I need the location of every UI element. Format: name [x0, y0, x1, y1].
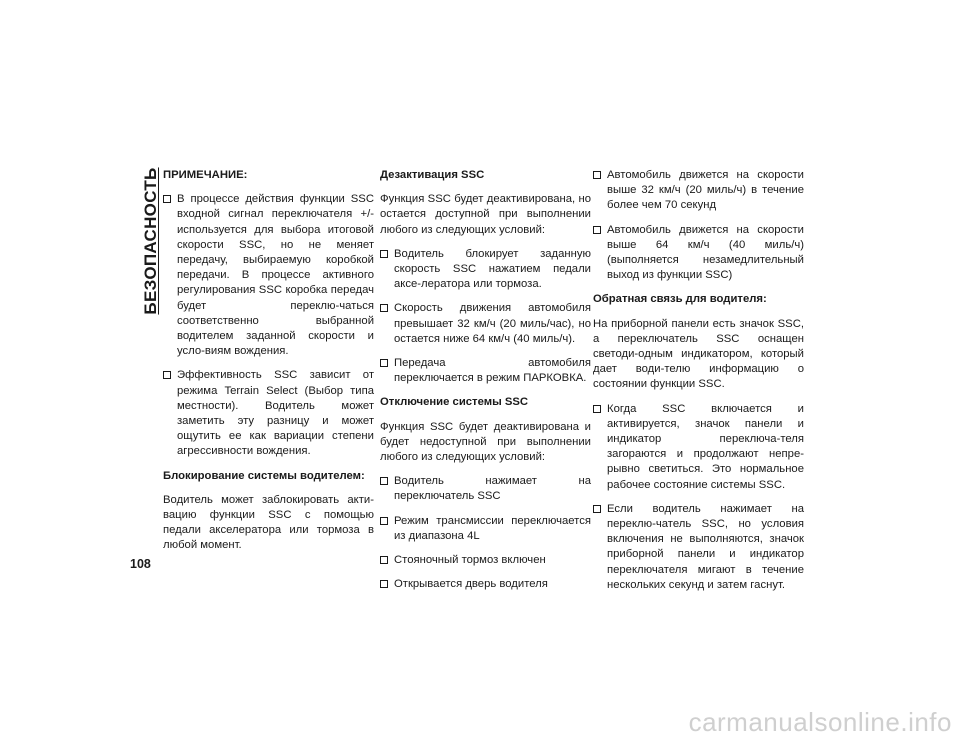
bullet-text: Водитель блокирует заданную скорость SSC нажатием педали аксе-лератора или тормоза. [394, 247, 591, 291]
bullet-square-icon [593, 405, 601, 413]
section-heading: Дезактивация SSC [380, 169, 485, 181]
section-heading: Отключение системы SSC [380, 396, 529, 409]
paragraph: На приборной панели есть значок SSC, а переключатель SSC оснащен светоди-одным индикатором, который дает води-телю информацию о состоянии функции SSC. [593, 317, 804, 391]
bullet-text: Открывается дверь водителя [394, 578, 548, 591]
bullet-text: Стояночный тормоз включен [394, 554, 546, 567]
bullet-square-icon [380, 477, 388, 485]
bullet-item [163, 192, 374, 359]
bullet-text: В процессе действия функции SSC входной сигнал переключателя +/- используется для выбора итоговой скорости SSC, но не меняет передачу, выбираемую коробкой передачи. В процессе активного регулирования SSC коробка передач будет переклю-чаться соответственно выбранной водителем заданной скорости и усло-виям вождения. [177, 193, 374, 358]
page-number: 108 [130, 557, 151, 571]
section-tab [140, 167, 162, 315]
bullet-square-icon [380, 359, 388, 367]
bullet-square-icon [380, 250, 388, 258]
bullet-text: Когда SSC включается и активируется, значок панели и индикатор переключа-теля загораются и продолжают непре-рывно светиться. Это нормальное рабочее состояние системы SSC. [607, 402, 804, 491]
paragraph: Водитель может заблокировать акти-вацию функции SSC с помощью педали акселератора или тормоза в любой момент. [163, 493, 374, 552]
bullet-text: Автомобиль движется на скорости выше 64 км/ч (40 миль/ч) (выполняется незамедлительный выход из функции SSC) [607, 223, 804, 282]
section-heading: Обратная связь для водителя: [593, 293, 767, 306]
bullet-square-icon [163, 371, 171, 379]
bullet-item [380, 301, 591, 347]
bullet-item [380, 356, 591, 386]
bullet-text: Автомобиль движется на скорости выше 32 км/ч (20 миль/ч) в течение более чем 70 секунд [607, 169, 804, 212]
bullet-item [593, 168, 804, 214]
bullet-item [593, 402, 804, 493]
text-column-1 [163, 168, 374, 563]
bullet-square-icon [380, 304, 388, 312]
bullet-item [380, 577, 591, 592]
bullet-square-icon [380, 556, 388, 564]
bullet-item [380, 474, 591, 504]
section-tab-label: БЕЗОПАСНОСТЬ [141, 167, 160, 315]
bullet-square-icon [380, 517, 388, 525]
bullet-square-icon [163, 195, 171, 203]
bullet-item [593, 223, 804, 284]
watermark: carmanualsonline.info [688, 707, 952, 737]
bullet-text: Эффективность SSC зависит от режима Terrain Select (Выбор типа местности). Водитель может заметить эту разницу и может ощутить ее как вариации степени агрессивности вождения. [177, 369, 374, 458]
bullet-item [163, 368, 374, 459]
paragraph: Функция SSC будет деактивирована и будет недоступной при выполнении любого из следующих условий: [380, 420, 591, 464]
bullet-text: Передача автомобиля переключается в режим ПАРКОВКА. [394, 357, 591, 385]
paragraph: Функция SSC будет деактивирована, но остается доступной при выполнении любого из следующих условий: [380, 193, 591, 236]
bullet-text: Если водитель нажимает на переклю-чатель SSC, но условия включения не выполняются, значок приборной панели и индикатор переключателя мигают в течение нескольких секунд и затем гаснут. [607, 502, 804, 591]
bullet-text: Водитель нажимает на переключатель SSC [394, 475, 591, 503]
bullet-text: Скорость движения автомобиля превышает 32 км/ч (20 миль/час), но остается ниже 64 км/ч (40 миль/ч). [394, 302, 591, 345]
section-heading: ПРИМЕЧАНИЕ: [163, 169, 248, 181]
bullet-item [380, 514, 591, 544]
bullet-square-icon [593, 226, 601, 234]
bullet-item [380, 553, 591, 568]
bullet-square-icon [380, 580, 388, 588]
bullet-item [380, 247, 591, 293]
bullet-square-icon [593, 505, 601, 513]
bullet-text: Режим трансмиссии переключается из диапазона 4L [394, 514, 591, 542]
bullet-square-icon [593, 171, 601, 179]
text-column-3 [593, 168, 804, 602]
text-column-2 [380, 168, 591, 601]
section-heading: Блокирование системы водителем: [163, 469, 365, 482]
bullet-item [593, 502, 804, 593]
